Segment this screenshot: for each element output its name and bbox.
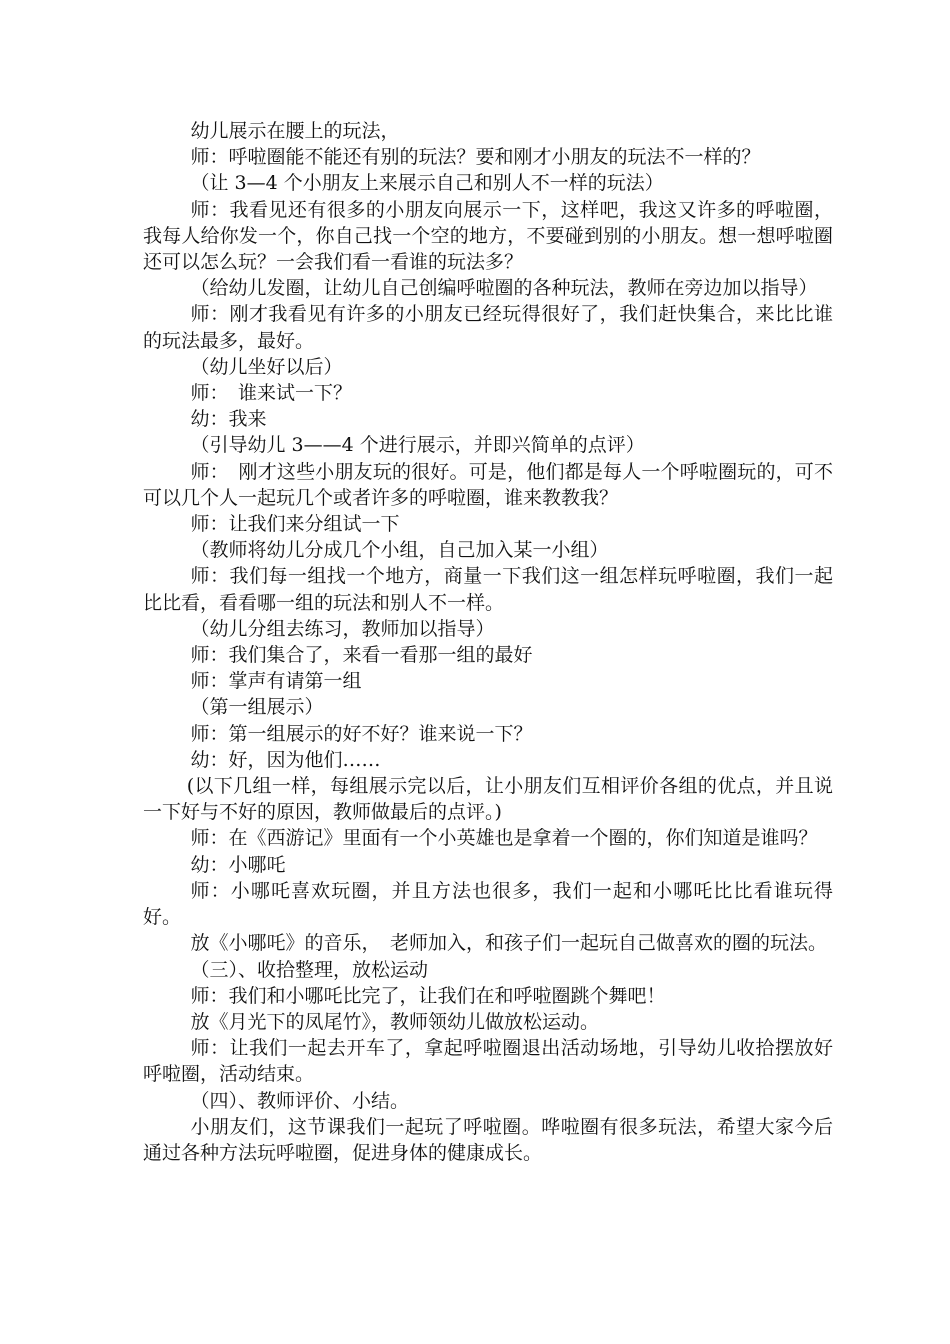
paragraph: 师：我看见还有很多的小朋友向展示一下，这样吧，我这又许多的呼啦圈，我每人给你发一个，你自己找一个空的地方，不要碰到别的小朋友。想一想呼啦圈还可以怎么玩？一会我们看一看谁的玩法多？ — [143, 198, 833, 274]
paragraph: 师：刚才我看见有许多的小朋友已经玩得很好了，我们赶快集合，来比比谁的玩法最多，最好。 — [143, 303, 833, 352]
paragraph: 师：在《西游记》里面有一个小英雄也是拿着一个圈的，你们知道是谁吗？ — [190, 827, 818, 850]
paragraph: 放《月光下的凤尾竹》，教师领幼儿做放松运动。 — [190, 1010, 600, 1033]
paragraph: （教师将幼儿分成几个小组，自己加入某一小组） — [190, 539, 609, 562]
paragraph: 幼：我来 — [190, 408, 267, 431]
paragraph: 幼：好，因为他们…… — [190, 748, 381, 771]
paragraph: 师：第一组展示的好不好？谁来说一下？ — [190, 722, 533, 745]
paragraph: 师： 谁来试一下？ — [190, 382, 353, 405]
paragraph: 师：我们每一组找一个地方，商量一下我们这一组怎样玩呼啦圈，我们一起比比看，看看哪一组的玩法和别人不一样。 — [143, 565, 833, 614]
paragraph: 幼儿展示在腰上的玩法， — [190, 120, 400, 142]
paragraph: 师：让我们来分组试一下 — [190, 513, 400, 536]
section-heading: （三）、收拾整理，放松运动 — [190, 958, 429, 981]
document-body — [143, 118, 833, 1166]
paragraph: 师：掌声有请第一组 — [190, 670, 362, 693]
paragraph: 师：我们和小哪吒比完了，让我们在和呼啦圈跳个舞吧！ — [190, 984, 666, 1007]
paragraph: （第一组展示） — [190, 696, 324, 719]
paragraph: （幼儿分组去练习，教师加以指导） — [190, 617, 495, 640]
paragraph: 师： 刚才这些小朋友玩的很好。可是，他们都是每人一个呼啦圈玩的，可不可以几个人一起玩几个或者许多的呼啦圈，谁来教教我？ — [143, 460, 833, 509]
paragraph: （给幼儿发圈，让幼儿自己创编呼啦圈的各种玩法，教师在旁边加以指导） — [190, 277, 818, 300]
paragraph: （幼儿坐好以后） — [190, 355, 343, 378]
paragraph: 师：让我们一起去开车了，拿起呼啦圈退出活动场地，引导幼儿收拾摆放好呼啦圈，活动结束。 — [143, 1037, 833, 1086]
paragraph: 小朋友们，这节课我们一起玩了呼啦圈。哗啦圈有很多玩法，希望大家今后通过各种方法玩呼啦圈，促进身体的健康成长。 — [143, 1115, 833, 1164]
paragraph: （让 3—4 个小朋友上来展示自己和别人不一样的玩法） — [190, 172, 664, 195]
paragraph: 师：我们集合了，来看一看那一组的最好 — [190, 644, 533, 667]
paragraph: 幼：小哪吒 — [190, 853, 286, 876]
section-heading: （四）、教师评价、小结。 — [190, 1089, 410, 1112]
paragraph: 师：呼啦圈能不能还有别的玩法？要和刚才小朋友的玩法不一样的？ — [190, 146, 761, 169]
paragraph: 师：小哪吒喜欢玩圈，并且方法也很多，我们一起和小哪吒比比看谁玩得好。 — [143, 879, 833, 929]
paragraph: 放《小哪吒》的音乐， 老师加入，和孩子们一起玩自己做喜欢的圈的玩法。 — [190, 932, 828, 955]
paragraph: （引导幼儿 3——4 个进行展示，并即兴简单的点评） — [190, 434, 645, 457]
paragraph: (以下几组一样，每组展示完以后，让小朋友们互相评价各组的优点，并且说一下好与不好的原因，教师做最后的点评。) — [143, 775, 833, 824]
